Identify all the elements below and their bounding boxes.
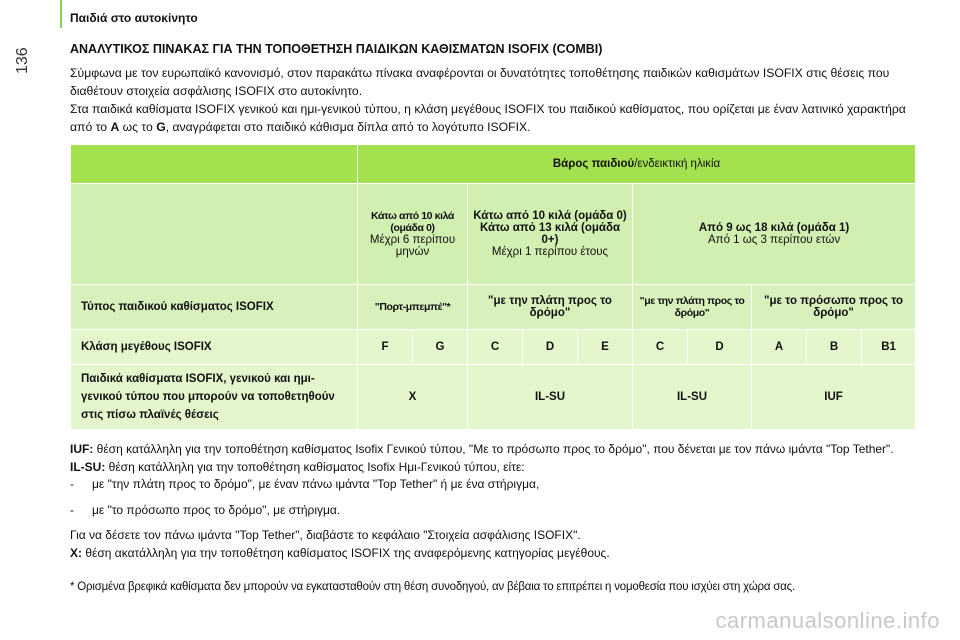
weight-header: Βάρος παιδιού/ενδεικτική ηλικία (358, 145, 916, 184)
section-header: Παιδιά στο αυτοκίνητο (70, 11, 198, 25)
class-cell: F (358, 330, 413, 365)
intro-paragraph-1: Σύμφωνα με τον ευρωπαϊκό κανονισμό, στον παρακάτω πίνακα αναφέρονται οι δυνατότητες τοποθέτησης παιδικών καθισμάτων ISOFIX στις θέσεις που διαθέτουν στοιχεία ασφάλισης ISOFIX στο αυτοκίνητο. (70, 66, 890, 98)
type-label: Τύπος παιδικού καθίσματος ISOFIX (71, 285, 358, 330)
seat-value-group0plus: IL-SU (468, 365, 633, 430)
group-1-header: Από 9 ως 18 κιλά (ομάδα 1) Από 1 ως 3 περίπου ετών (633, 184, 916, 285)
class-label: Κλάση μεγέθους ISOFIX (71, 330, 358, 365)
table-corner (71, 145, 358, 184)
class-cell: C (468, 330, 523, 365)
note-ilsu: IL-SU: θέση κατάλληλη για την τοποθέτηση καθίσματος Isofix Ημι-Γενικού τύπου, είτε: (70, 459, 525, 474)
page-number: 136 (14, 47, 31, 74)
type-rear-facing-group0plus: "με την πλάτη προς το δρόμο" (468, 285, 633, 330)
seats-label: Παιδικά καθίσματα ISOFIX, γενικού και ημι-γενικού τύπου που μπορούν να τοποθετηθούν στις πίσω πλαϊνές θέσεις (71, 365, 358, 430)
intro-text (70, 64, 930, 136)
class-cell: D (688, 330, 752, 365)
note-iuf: IUF: θέση κατάλληλη για την τοποθέτηση καθίσματος Isofix Γενικού τύπου, "Με το πρόσωπο προς το δρόμο", που δένεται με τον πάνω ιμάντα "Top Tether". (70, 442, 894, 456)
page-title: ΑΝΑΛΥΤΙΚΟΣ ΠΙΝΑΚΑΣ ΓΙΑ ΤΗΝ ΤΟΠΟΘΕΤΗΣΗ ΠΑΙΔΙΚΩΝ ΚΑΘΙΣΜΑΤΩΝ ISOFIX (COMBI) (70, 42, 603, 56)
isofix-table (70, 144, 916, 430)
type-forward-facing: "με το πρόσωπο προς το δρόμο" (752, 285, 916, 330)
class-cell: G (413, 330, 468, 365)
note-dash-item: - με "το πρόσωπο προς το δρόμο", με στήριγμα. (70, 502, 341, 517)
note-x: X: θέση ακατάλληλη για την τοποθέτηση καθίσματος ISOFIX της αναφερόμενης κατηγορίας μεγέθους. (70, 545, 610, 560)
note-top-tether: Για να δέσετε τον πάνω ιμάντα "Top Tether", διαβάστε το κεφάλαιο "Στοιχεία ασφάλισης ISOFIX". (70, 528, 581, 542)
class-cell: C (633, 330, 688, 365)
group-0plus-header: Κάτω από 10 κιλά (ομάδα 0) Κάτω από 13 κιλά (ομάδα 0+) Μέχρι 1 περίπου έτους (468, 184, 633, 285)
class-cell: B1 (862, 330, 916, 365)
group-0-header: Κάτω από 10 κιλά (ομάδα 0) Μέχρι 6 περίπου μηνών (358, 184, 468, 285)
legend-notes (70, 441, 930, 562)
class-letter-a: A (110, 120, 120, 134)
seat-value-carrycot: X (358, 365, 468, 430)
class-letter-g: G (156, 120, 166, 134)
header-accent-rule (60, 0, 62, 28)
groups-corner (71, 184, 358, 285)
footnote: * Ορισμένα βρεφικά καθίσματα δεν μπορούν να εγκατασταθούν στη θέση συνοδηγού, αν βέβαια το επιτρέπει η νομοθεσία που ισχύει στη χώρα σας. (70, 581, 795, 593)
type-carrycot: "Πορτ-μπεμπέ"* (358, 285, 468, 330)
watermark: carmanualsonline.info (715, 608, 940, 633)
intro-paragraph-2: Στα παιδικά καθίσματα ISOFIX γενικού και ημι-γενικού τύπου, η κλάση μεγέθους ISOFIX του παιδικού καθίσματος, που ορίζεται με έναν λατινικό χαρακτήρα από το A ως το G, αναγράφεται στο παιδικό κάθισμα δίπλα από το λογότυπο ISOFIX. (70, 102, 906, 134)
class-cell: D (523, 330, 578, 365)
seat-value-group1-forward: IUF (752, 365, 916, 430)
class-cell: A (752, 330, 807, 365)
seat-value-group1-rear: IL-SU (633, 365, 752, 430)
class-cell: B (807, 330, 862, 365)
type-rear-facing-group1: "με την πλάτη προς το δρόμο" (633, 285, 752, 330)
note-dash-item: - με "την πλάτη προς το δρόμο", με έναν πάνω ιμάντα "Top Tether" ή με ένα στήριγμα, (70, 477, 540, 491)
class-cell: E (578, 330, 633, 365)
